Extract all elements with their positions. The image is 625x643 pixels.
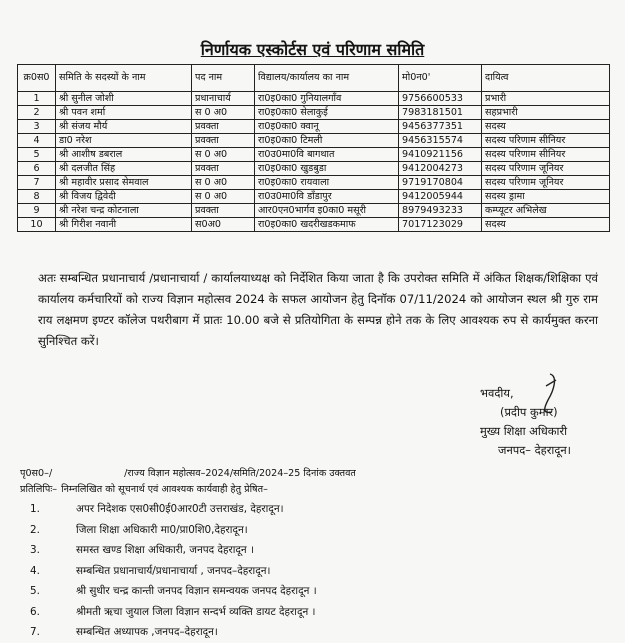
column-header-designation: पद नाम	[192, 65, 255, 92]
mobile-cell: 8979493233	[399, 204, 482, 218]
table-row	[18, 162, 610, 176]
recipient-number: 1.	[30, 503, 40, 515]
committee-table	[17, 64, 610, 232]
mobile-cell: 7983181501	[399, 106, 482, 120]
table-row	[18, 204, 610, 218]
list-item	[30, 540, 590, 561]
designation-cell: प्रवक्ता	[192, 162, 255, 176]
school-cell: रा0इ0का0 खुडबुडा	[255, 162, 399, 176]
member-name-cell: श्री दलजीत सिंह	[56, 162, 192, 176]
responsibility-cell: सदस्य परिणाम जूनियर	[482, 162, 610, 176]
recipient-text: सम्बन्धित अध्यापक ,जनपद–देहरादून।	[76, 626, 218, 638]
responsibility-cell: कम्प्यूटर अभिलेख	[482, 204, 610, 218]
recipient-text: सम्बन्धित प्रधानाचार्य/प्रधानाचार्या , जनपद–देहरादून।	[76, 564, 271, 577]
recipient-text: श्रीमती ऋचा जुयाल जिला विज्ञान सन्दर्भ व्यक्ति डायट देहरादून ।	[76, 605, 316, 618]
list-item	[30, 581, 590, 602]
table-row	[18, 134, 610, 148]
list-item	[30, 622, 590, 643]
school-cell: रा0इ0का0 सेलाकुई	[255, 106, 399, 120]
recipient-number: 4.	[30, 564, 40, 577]
recipient-text: श्री सुधीर चन्द्र कान्ती जनपद विज्ञान समन्वयक जनपद देहरादून ।	[76, 585, 317, 597]
member-name-cell: श्री पवन शर्मा	[56, 106, 192, 120]
column-header-school: विद्यालय/कार्यालय का नाम	[255, 65, 399, 92]
serial-cell: 8	[18, 190, 56, 204]
school-cell: आर0एन0भार्गव इ0का0 मसूरी	[255, 204, 399, 218]
designation-cell: प्रधानाचार्य	[192, 92, 255, 106]
member-name-cell: श्री सुनील जोशी	[56, 92, 192, 106]
designation-cell: स 0 अ0	[192, 190, 255, 204]
serial-cell: 3	[18, 120, 56, 134]
table-row	[18, 148, 610, 162]
copy-label: प्रतिलिपिः–	[20, 484, 58, 495]
responsibility-cell: सदस्य परिणाम जूनियर	[482, 176, 610, 190]
recipient-text: समस्त खण्ड शिक्षा अधिकारी, जनपद देहरादून ।	[76, 544, 254, 556]
serial-cell: 5	[18, 148, 56, 162]
list-item	[30, 520, 590, 541]
table-row	[18, 176, 610, 190]
designation-cell: स 0 अ0	[192, 176, 255, 190]
school-cell: रा0इ0का0 खदरीखडकमाफ	[255, 218, 399, 232]
recipient-number: 3.	[30, 544, 40, 556]
signatory-name: (प्रदीप कुमार)	[500, 405, 558, 419]
signature-salutation: भवदीय,	[480, 386, 514, 400]
recipient-text: अपर निदेशक एस0सी0ई0आर0टी उत्तराखंड, देहरादून।	[76, 503, 284, 515]
mobile-cell: 9456377351	[399, 120, 482, 134]
table-row	[18, 120, 610, 134]
mobile-cell: 9412004273	[399, 162, 482, 176]
designation-cell: प्रवक्ता	[192, 204, 255, 218]
table-header-row	[18, 65, 610, 92]
designation-cell: प्रवक्ता	[192, 120, 255, 134]
mobile-cell: 9719170804	[399, 176, 482, 190]
designation-cell: स0अ0	[192, 218, 255, 232]
recipient-text: जिला शिक्षा अधिकारी मा0/प्रा0शि0,देहरादून।	[76, 523, 248, 536]
designation-cell: प्रवक्ता	[192, 134, 255, 148]
copy-text: निम्नलिखित को सूचनार्थ एवं आवश्यक कार्यवाही हेतु प्रेषित–	[61, 484, 268, 495]
recipient-number: 2.	[30, 523, 40, 536]
table-row	[18, 106, 610, 120]
column-header-responsibility: दायित्व	[482, 65, 610, 92]
responsibility-cell: सदस्य	[482, 120, 610, 134]
table-row	[18, 190, 610, 204]
column-header-serial: क्र0स0	[18, 65, 56, 92]
responsibility-cell: सदस्य ड्रामा	[482, 190, 610, 204]
mobile-cell: 7017123029	[399, 218, 482, 232]
copy-intro	[20, 482, 620, 495]
mobile-cell: 9756600533	[399, 92, 482, 106]
serial-cell: 6	[18, 162, 56, 176]
school-cell: रा0उ0मा0वि बागथात	[255, 148, 399, 162]
reference-text: /राज्य विज्ञान महोत्सव–2024/समिति/2024–25 दिनांक उक्तवत	[124, 468, 356, 479]
member-name-cell: श्री आशीष डबराल	[56, 148, 192, 162]
member-name-cell: श्री गिरीश नवानी	[56, 218, 192, 232]
responsibility-cell: सदस्य परिणाम सीनियर	[482, 148, 610, 162]
school-cell: रा0इ0का0 क्वानू	[255, 120, 399, 134]
reference-line	[20, 466, 620, 479]
school-cell: रा0इ0का0 गुनियालगाँव	[255, 92, 399, 106]
serial-cell: 4	[18, 134, 56, 148]
list-item	[30, 602, 590, 623]
recipient-number: 5.	[30, 585, 40, 597]
school-cell: रा0उ0मा0वि डाँडापुर	[255, 190, 399, 204]
member-name-cell: डा0 नरेश	[56, 134, 192, 148]
responsibility-cell: प्रभारी	[482, 92, 610, 106]
serial-cell: 2	[18, 106, 56, 120]
member-name-cell: श्री नरेश चन्द्र कोटनाला	[56, 204, 192, 218]
mobile-cell: 9456315574	[399, 134, 482, 148]
table-row	[18, 218, 610, 232]
responsibility-cell: सदस्य	[482, 218, 610, 232]
mobile-cell: 9412005944	[399, 190, 482, 204]
signatory-district: जनपद– देहरादून।	[498, 443, 572, 457]
member-name-cell: श्री महावीर प्रसाद सेमवाल	[56, 176, 192, 190]
responsibility-cell: सदस्य परिणाम सीनियर	[482, 134, 610, 148]
column-header-mobile: मो0न0'	[399, 65, 482, 92]
responsibility-cell: सहप्रभारी	[482, 106, 610, 120]
list-item	[30, 499, 590, 520]
member-name-cell: श्री विजय द्विवेदी	[56, 190, 192, 204]
designation-cell: स 0 अ0	[192, 148, 255, 162]
signature-block	[480, 384, 620, 460]
serial-cell: 10	[18, 218, 56, 232]
list-item	[30, 561, 590, 582]
column-header-name: समिति के सदस्यों के नाम	[56, 65, 192, 92]
recipient-list	[30, 499, 590, 643]
school-cell: रा0इ0का0 टिमली	[255, 134, 399, 148]
recipient-number: 6.	[30, 605, 40, 618]
mobile-cell: 9410921156	[399, 148, 482, 162]
serial-cell: 9	[18, 204, 56, 218]
member-name-cell: श्री संजय मौर्य	[56, 120, 192, 134]
recipient-number: 7.	[30, 626, 40, 638]
serial-cell: 7	[18, 176, 56, 190]
designation-cell: स 0 अ0	[192, 106, 255, 120]
page-title: निर्णायक एस्कोर्टस एवं परिणाम समिति	[200, 40, 425, 59]
reference-prefix: पृ0स0–/	[20, 468, 53, 479]
signatory-designation: मुख्य शिक्षा अधिकारी	[480, 424, 568, 438]
school-cell: रा0इ0का0 रायवाला	[255, 176, 399, 190]
instruction-paragraph: अतः सम्बन्धित प्रधानाचार्य /प्रधानाचार्या / कार्यालयाध्यक्ष को निर्देशित किया जाता है कि उपरोक्त समिति में अंकित शिक्षक/शिक्षिका एवं कार्यालय कर्मचारियों को राज्य विज्ञान महोत्सव 2024 के सफल आयोजन हेतु दिनॉक 07/11/2024 को आयोजन स्थल श्री गुरु राम राय लक्षमण इण्टर कॉलेज पथरीबाग में प्रातः 10.00 बजे से प्रतियोगिता के सम्पन्न होने तक के लिए आवश्यक रुप से कार्यमुक्त करना सुनिश्चित करें।	[38, 271, 598, 348]
table-row	[18, 92, 610, 106]
serial-cell: 1	[18, 92, 56, 106]
